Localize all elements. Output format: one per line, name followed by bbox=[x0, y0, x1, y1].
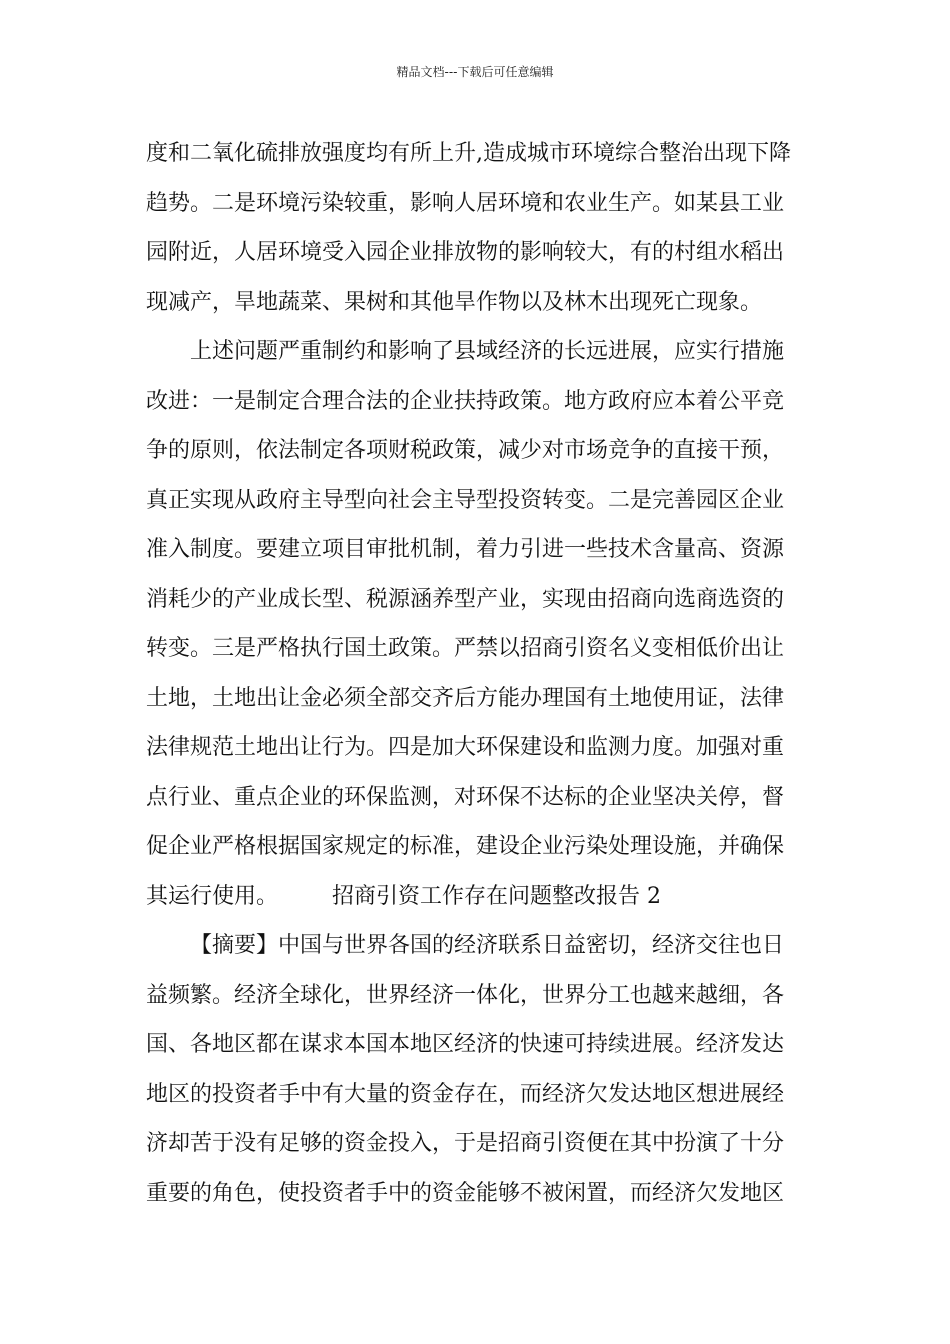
section-title: 招商引资工作存在问题整改报告 2 bbox=[332, 883, 662, 909]
text-line: 国、各地区都在谋求本国本地区经济的快速可持续进展。经济发达 bbox=[146, 1032, 785, 1057]
paragraph-start-line: 【摘要】中国与世界各国的经济联系日益密切，经济交往也日 bbox=[190, 933, 785, 958]
text-line: 重要的角色，使投资者手中的资金能够不被闲置，而经济欠发地区 bbox=[146, 1180, 785, 1206]
text-line: 济却苦于没有足够的资金投入，于是招商引资便在其中扮演了十分 bbox=[146, 1131, 785, 1156]
text-line: 趋势。二是环境污染较重，影响人居环境和农业生产。如某县工业 bbox=[146, 190, 785, 216]
text-line: 改进：一是制定合理合法的企业扶持政策。地方政府应本着公平竞 bbox=[146, 388, 785, 414]
text-line: 点行业、重点企业的环保监测，对环保不达标的企业坚决关停，督 bbox=[146, 784, 785, 810]
text-line: 消耗少的产业成长型、税源涵养型产业，实现由招商向选商选资的 bbox=[146, 586, 785, 612]
text-line: 准入制度。要建立项目审批机制，着力引进一些技术含量高、资源 bbox=[146, 537, 785, 562]
page-header: 精品文档---下载后可任意编辑 bbox=[396, 65, 554, 79]
text-line: 地区的投资者手中有大量的资金存在，而经济欠发达地区想进展经 bbox=[146, 1081, 785, 1107]
text-line: 益频繁。经济全球化，世界经济一体化，世界分工也越来越细，各 bbox=[146, 982, 785, 1008]
text-line: 法律规范土地出让行为。四是加大环保建设和监测力度。加强对重 bbox=[146, 735, 785, 760]
text-line: 真正实现从政府主导型向社会主导型投资转变。二是完善园区企业 bbox=[146, 487, 785, 513]
paragraph-start-line: 上述问题严重制约和影响了县域经济的长远进展，应实行措施 bbox=[190, 339, 785, 364]
text-line: 争的原则，依法制定各项财税政策，减少对市场竞争的直接干预， bbox=[146, 438, 785, 463]
paragraph-end-text: 其运行使用。 bbox=[146, 883, 279, 909]
text-line-with-title bbox=[146, 872, 810, 922]
text-line: 促企业严格根据国家规定的标准，建设企业污染处理设施，并确保 bbox=[146, 834, 785, 859]
text-line: 土地，土地出让金必须全部交齐后方能办理国有土地使用证，法律 bbox=[146, 685, 785, 711]
text-line: 园附近，人居环境受入园企业排放物的影响较大，有的村组水稻出 bbox=[146, 240, 785, 265]
document-body bbox=[146, 129, 810, 1218]
text-line: 现减产，旱地蔬菜、果树和其他旱作物以及林木出现死亡现象。 bbox=[146, 289, 763, 315]
text-line: 度和二氧化硫排放强度均有所上升,造成城市环境综合整治出现下降 bbox=[146, 141, 791, 166]
text-line: 转变。三是严格执行国土政策。严禁以招商引资名义变相低价出让 bbox=[146, 636, 785, 661]
